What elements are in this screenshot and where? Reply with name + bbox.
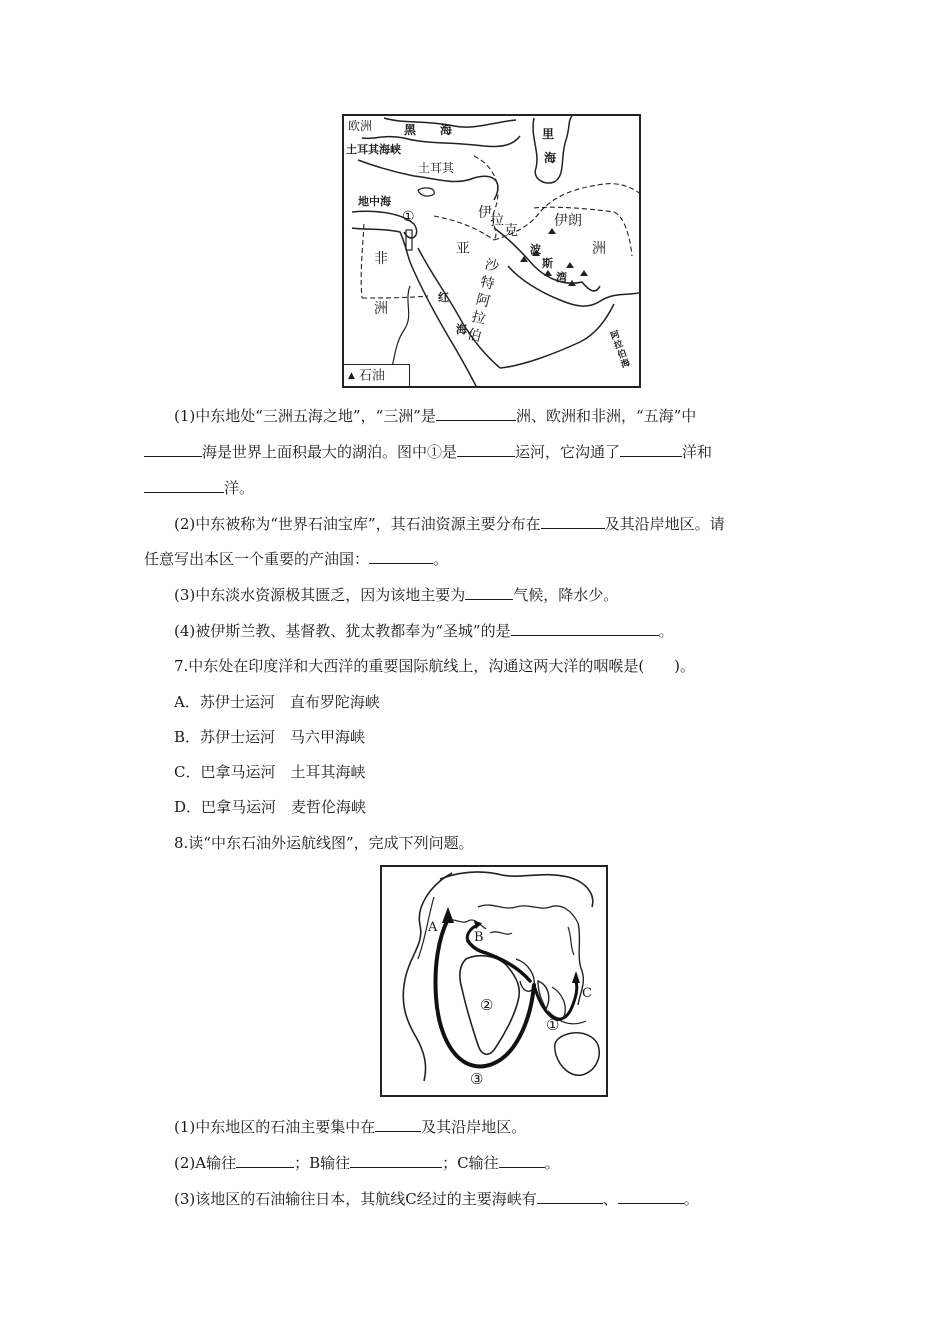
- label-gulf-1: 波: [530, 243, 541, 256]
- label-iraq-1: 伊: [478, 205, 492, 221]
- q8-text: 及其沿岸地区。: [421, 1118, 527, 1136]
- q8-text: (2)A输往: [174, 1154, 237, 1172]
- q6-line-3: [144, 478, 254, 498]
- q7-option-a[interactable]: A．苏伊士运河 直布罗陀海峡: [174, 693, 380, 711]
- q8-line-3: [174, 1189, 699, 1209]
- q6-text: 。: [433, 550, 449, 568]
- q8-line-2: [174, 1153, 560, 1173]
- q6-text: (1)中东地处“三洲五海之地”，“三洲”是: [174, 407, 436, 425]
- answer-blank[interactable]: [236, 1153, 294, 1168]
- q6-text: (2)中东被称为“世界石油宝库”，其石油资源主要分布在: [174, 515, 541, 533]
- q6-line-6: [174, 585, 618, 605]
- route-label-a: A: [428, 920, 438, 935]
- q6-line-1: [174, 406, 696, 426]
- route-label-b: B: [474, 930, 484, 945]
- q6-text: 。: [658, 622, 674, 640]
- answer-blank[interactable]: [350, 1153, 442, 1168]
- label-black-sea-1: 黑: [404, 123, 417, 137]
- q6-line-2: [144, 442, 712, 462]
- label-turkish-straits: 土耳其海峡: [346, 143, 401, 156]
- q6-text: 及其沿岸地区。请: [604, 515, 725, 533]
- answer-blank[interactable]: [618, 1189, 684, 1204]
- q8-text: ；C输往: [442, 1154, 499, 1172]
- label-africa-2: 洲: [374, 301, 388, 317]
- label-black-sea-2: 海: [440, 123, 453, 137]
- answer-blank[interactable]: [511, 621, 659, 636]
- label-red-sea-2: 海: [456, 323, 467, 336]
- label-saudi-arabia: 沙特阿拉伯: [465, 256, 501, 346]
- q7-option-c[interactable]: C．巴拿马运河 土耳其海峡: [174, 763, 366, 781]
- q6-text: 气候，降水少。: [513, 586, 619, 604]
- q6-line-7: [174, 621, 674, 641]
- label-gulf-2: 斯: [542, 257, 553, 270]
- label-arabian-sea: 阿拉伯海: [609, 329, 632, 371]
- answer-blank[interactable]: [541, 514, 605, 529]
- oil-route-map-outline: [382, 867, 608, 1097]
- map2-marker-2: ②: [480, 996, 494, 1014]
- q6-line-5: [144, 549, 448, 569]
- q7-option-d[interactable]: D．巴拿马运河 麦哲伦海峡: [174, 798, 367, 816]
- answer-blank[interactable]: [369, 549, 433, 564]
- label-gulf-3: 湾: [556, 271, 567, 284]
- map-legend: [344, 364, 410, 386]
- q8-text: (3)该地区的石油输往日本，其航线C经过的主要海峡有: [174, 1190, 537, 1208]
- answer-blank[interactable]: [457, 442, 515, 457]
- map2-marker-1: ①: [546, 1016, 560, 1034]
- label-mediterranean: 地中海: [358, 195, 391, 208]
- q8-text: (1)中东地区的石油主要集中在: [174, 1118, 376, 1136]
- label-red-sea-1: 红: [438, 291, 449, 304]
- q6-text: (4)被伊斯兰教、基督教、犹太教都奉为“圣城”的是: [174, 622, 511, 640]
- label-marker-1: ①: [402, 209, 415, 225]
- answer-blank[interactable]: [375, 1117, 421, 1132]
- q6-text: 洲、欧洲和非洲，“五海”中: [515, 407, 697, 425]
- q6-text: 洋。: [224, 479, 255, 497]
- label-caspian-1: 里: [542, 127, 555, 141]
- q6-line-4: [174, 514, 725, 534]
- q8-text: ；B输往: [294, 1154, 351, 1172]
- label-iran: 伊朗: [554, 213, 582, 229]
- q6-text: (3)中东淡水资源极其匮乏，因为该地主要为: [174, 586, 466, 604]
- answer-blank[interactable]: [465, 585, 513, 600]
- label-asia: 亚: [456, 241, 470, 257]
- q8-text: 。: [544, 1154, 560, 1172]
- answer-blank[interactable]: [537, 1189, 603, 1204]
- q8-stem: 8.读“中东石油外运航线图”，完成下列问题。: [174, 834, 474, 852]
- label-iraq-3: 克: [504, 223, 518, 239]
- q6-text: 海是世界上面积最大的湖泊。图中①是: [202, 443, 458, 461]
- q8-text: 、: [602, 1190, 618, 1208]
- answer-blank[interactable]: [144, 442, 202, 457]
- q8-text: 。: [683, 1190, 699, 1208]
- oil-symbol-icon: ▲: [348, 371, 355, 381]
- legend-label-oil: 石油: [358, 368, 385, 384]
- map2-marker-3: ③: [470, 1070, 484, 1088]
- answer-blank[interactable]: [144, 478, 224, 493]
- answer-blank[interactable]: [436, 406, 516, 421]
- q6-text: 运河，它沟通了: [515, 443, 621, 461]
- route-label-c: C: [582, 986, 592, 1001]
- label-europe: 欧洲: [348, 119, 373, 133]
- q6-text: 任意写出本区一个重要的产油国：: [144, 550, 370, 568]
- answer-blank[interactable]: [620, 442, 682, 457]
- q8-line-1: [174, 1117, 526, 1137]
- oil-route-map: [380, 865, 608, 1097]
- label-iraq-2: 拉: [490, 213, 504, 229]
- answer-blank[interactable]: [499, 1153, 545, 1168]
- label-africa-1: 非: [374, 251, 388, 267]
- label-iran-continent: 洲: [592, 241, 606, 257]
- label-turkey: 土耳其: [418, 161, 455, 175]
- middle-east-map: [342, 114, 641, 388]
- q6-text: 洋和: [682, 443, 713, 461]
- q7-option-b[interactable]: B．苏伊士运河 马六甲海峡: [174, 728, 366, 746]
- q7-stem: 7.中东处在印度洋和大西洋的重要国际航线上，沟通这两大洋的咽喉是( )。: [174, 657, 696, 675]
- label-caspian-2: 海: [544, 151, 557, 165]
